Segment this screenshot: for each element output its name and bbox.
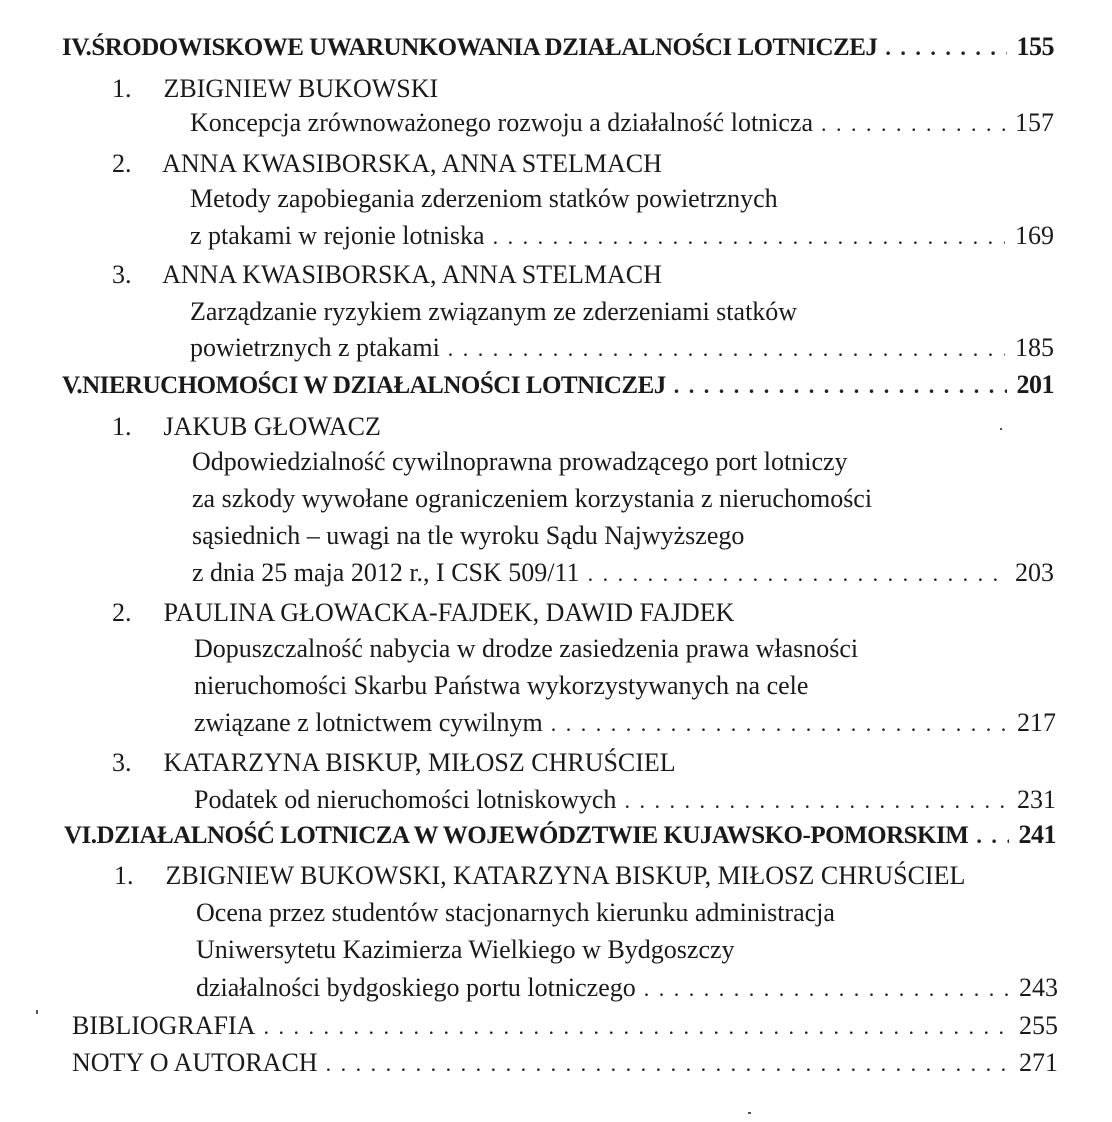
- dot-leader: [326, 1045, 1009, 1083]
- section-number: IV.: [62, 34, 92, 61]
- toc-item-entry[interactable]: [190, 104, 1054, 142]
- toc-section-v[interactable]: [62, 366, 1054, 404]
- item-title: powietrznych z ptakami: [190, 333, 440, 362]
- item-authors: ZBIGNIEW BUKOWSKI: [163, 74, 439, 103]
- page-number: 169: [1015, 221, 1054, 250]
- section-number: VI.: [64, 822, 97, 849]
- item-number: 1.: [112, 412, 132, 441]
- toc-item-authors: [112, 145, 662, 183]
- toc-item-authors: [112, 744, 676, 782]
- page-number: 157: [1015, 108, 1054, 137]
- item-number: 3.: [112, 260, 132, 289]
- page-number: 231: [1017, 785, 1056, 814]
- item-authors: ANNA KWASIBORSKA, ANNA STELMACH: [162, 149, 662, 178]
- page-number: 203: [1015, 558, 1054, 587]
- toc-item-authors: [112, 594, 734, 632]
- toc-item-entry[interactable]: [194, 704, 1056, 742]
- dot-leader: [551, 705, 1007, 743]
- author-notes-title: NOTY O AUTORACH: [72, 1048, 318, 1077]
- item-title-line: Metody zapobiegania zderzeniom statków powietrznych: [190, 184, 778, 213]
- item-authors: KATARZYNA BISKUP, MIŁOSZ CHRUŚCIEL: [163, 748, 676, 777]
- toc-author-notes[interactable]: [72, 1044, 1058, 1082]
- toc-item-authors: [114, 857, 965, 895]
- item-title-line: Uniwersytetu Kazimierza Wielkiego w Bydgoszczy: [196, 935, 735, 964]
- item-number: 2.: [112, 598, 132, 627]
- dot-leader: [644, 970, 1009, 1008]
- item-number: 2.: [112, 149, 132, 178]
- item-title: związane z lotnictwem cywilnym: [194, 708, 543, 737]
- section-number: V.: [62, 372, 83, 399]
- section-title: ŚRODOWISKOWE UWARUNKOWANIA DZIAŁALNOŚCI LOTNICZEJ: [91, 34, 878, 61]
- section-title: DZIAŁALNOŚĆ LOTNICZA W WOJEWÓDZTWIE KUJAWSKO-POMORSKIM: [96, 822, 969, 849]
- dot-leader: [448, 330, 1005, 368]
- page-number: 201: [1016, 370, 1054, 399]
- scan-speck: [748, 1112, 751, 1114]
- toc-item-authors: [112, 408, 381, 446]
- item-title-line: Dopuszczalność nabycia w drodze zasiedzenia prawa własności: [194, 634, 859, 663]
- item-title-line: Ocena przez studentów stacjonarnych kierunku administracja: [196, 898, 835, 927]
- page-number: 155: [1016, 32, 1054, 61]
- item-title: z dnia 25 maja 2012 r., I CSK 509/11: [192, 558, 580, 587]
- page-number: 217: [1017, 708, 1056, 737]
- dot-leader: [624, 782, 1007, 820]
- page-number: 185: [1015, 333, 1054, 362]
- page-number: 243: [1019, 973, 1058, 1002]
- item-title-line: Odpowiedzialność cywilnoprawna prowadzącego port lotniczy: [192, 447, 848, 476]
- toc-item-authors: [112, 70, 438, 108]
- dot-leader: [885, 29, 1006, 67]
- item-authors: ANNA KWASIBORSKA, ANNA STELMACH: [162, 260, 662, 289]
- item-authors: PAULINA GŁOWACKA-FAJDEK, DAWID FAJDEK: [163, 598, 735, 627]
- item-title: Koncepcja zrównoważonego rozwoju a działalność lotnicza: [190, 108, 814, 137]
- item-authors: JAKUB GŁOWACZ: [163, 412, 381, 441]
- item-number: 1.: [114, 861, 134, 890]
- dot-leader: [821, 105, 1005, 143]
- toc-item-entry[interactable]: [196, 969, 1058, 1007]
- dot-leader: [976, 817, 1008, 855]
- dot-leader: [588, 555, 1005, 593]
- item-title-line: za szkody wywołane ograniczeniem korzystania z nieruchomości: [192, 484, 873, 513]
- toc-item-entry[interactable]: [194, 781, 1056, 819]
- toc-bibliography[interactable]: [72, 1007, 1058, 1045]
- dot-leader: [493, 218, 1005, 256]
- item-authors: ZBIGNIEW BUKOWSKI, KATARZYNA BISKUP, MIŁOSZ CHRUŚCIEL: [165, 861, 966, 890]
- page-number: 255: [1019, 1011, 1058, 1040]
- page-number: 241: [1018, 820, 1056, 849]
- toc-section-iv[interactable]: [62, 28, 1054, 66]
- item-title: Podatek od nieruchomości lotniskowych: [194, 785, 617, 814]
- item-number: 1.: [112, 74, 132, 103]
- item-title: działalności bydgoskiego portu lotniczego: [196, 973, 636, 1002]
- item-title-line: sąsiednich – uwagi na tle wyroku Sądu Najwyższego: [192, 521, 745, 550]
- scan-speck: [1000, 428, 1002, 430]
- scan-speck: [36, 1010, 38, 1014]
- item-title-line: Zarządzanie ryzykiem związanym ze zderzeniami statków: [190, 297, 798, 326]
- dot-leader: [674, 367, 1007, 405]
- bibliography-title: BIBLIOGRAFIA: [72, 1011, 256, 1040]
- toc-section-vi[interactable]: [64, 816, 1056, 854]
- toc-item-entry[interactable]: [190, 329, 1054, 367]
- page-number: 271: [1019, 1048, 1058, 1077]
- toc-item-entry[interactable]: [192, 554, 1054, 592]
- item-title-line: nieruchomości Skarbu Państwa wykorzystywanych na cele: [194, 671, 809, 700]
- item-number: 3.: [112, 748, 132, 777]
- item-title: z ptakami w rejonie lotniska: [190, 221, 485, 250]
- toc-item-authors: [112, 256, 662, 294]
- section-title: NIERUCHOMOŚCI W DZIAŁALNOŚCI LOTNICZEJ: [82, 372, 666, 399]
- dot-leader: [263, 1008, 1009, 1046]
- toc-item-entry[interactable]: [190, 217, 1054, 255]
